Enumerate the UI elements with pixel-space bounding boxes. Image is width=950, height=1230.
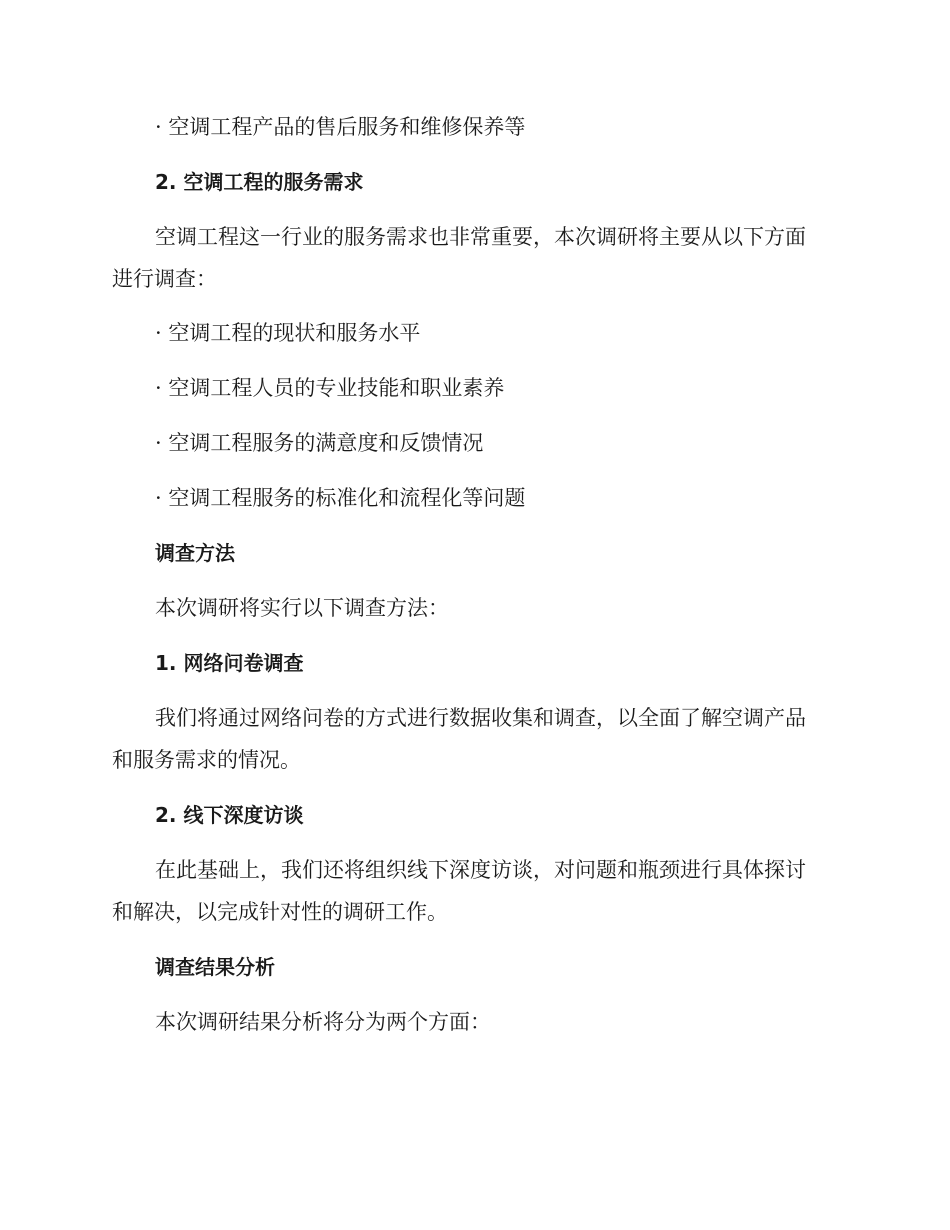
paragraph-service-line-2: 进行调查： (112, 267, 217, 291)
bullet-status: · 空调工程的现状和服务水平 (155, 321, 421, 345)
paragraph-online-line-2: 和服务需求的情况。 (112, 748, 301, 772)
paragraph-interview-line-2: 和解决，以完成针对性的调研工作。 (112, 900, 448, 924)
heading-method: 调查方法 (155, 541, 235, 565)
bullet-after-sales: · 空调工程产品的售后服务和维修保养等 (155, 115, 526, 139)
paragraph-analysis: 本次调研结果分析将分为两个方面： (155, 1010, 491, 1034)
heading-service-demand: 2. 空调工程的服务需求 (155, 170, 364, 194)
paragraph-interview-line-1: 在此基础上，我们还将组织线下深度访谈，对问题和瓶颈进行具体探讨 (155, 858, 806, 882)
heading-analysis: 调查结果分析 (155, 955, 275, 979)
heading-interview: 2. 线下深度访谈 (155, 803, 304, 827)
bullet-satisfaction: · 空调工程服务的满意度和反馈情况 (155, 431, 484, 455)
heading-online-survey: 1. 网络问卷调查 (155, 651, 304, 675)
bullet-standardization: · 空调工程服务的标准化和流程化等问题 (155, 486, 526, 510)
bullet-personnel: · 空调工程人员的专业技能和职业素养 (155, 376, 505, 400)
paragraph-service-line-1: 空调工程这一行业的服务需求也非常重要，本次调研将主要从以下方面 (155, 225, 806, 249)
paragraph-method: 本次调研将实行以下调查方法： (155, 596, 449, 620)
paragraph-online-line-1: 我们将通过网络问卷的方式进行数据收集和调查，以全面了解空调产品 (155, 706, 806, 730)
